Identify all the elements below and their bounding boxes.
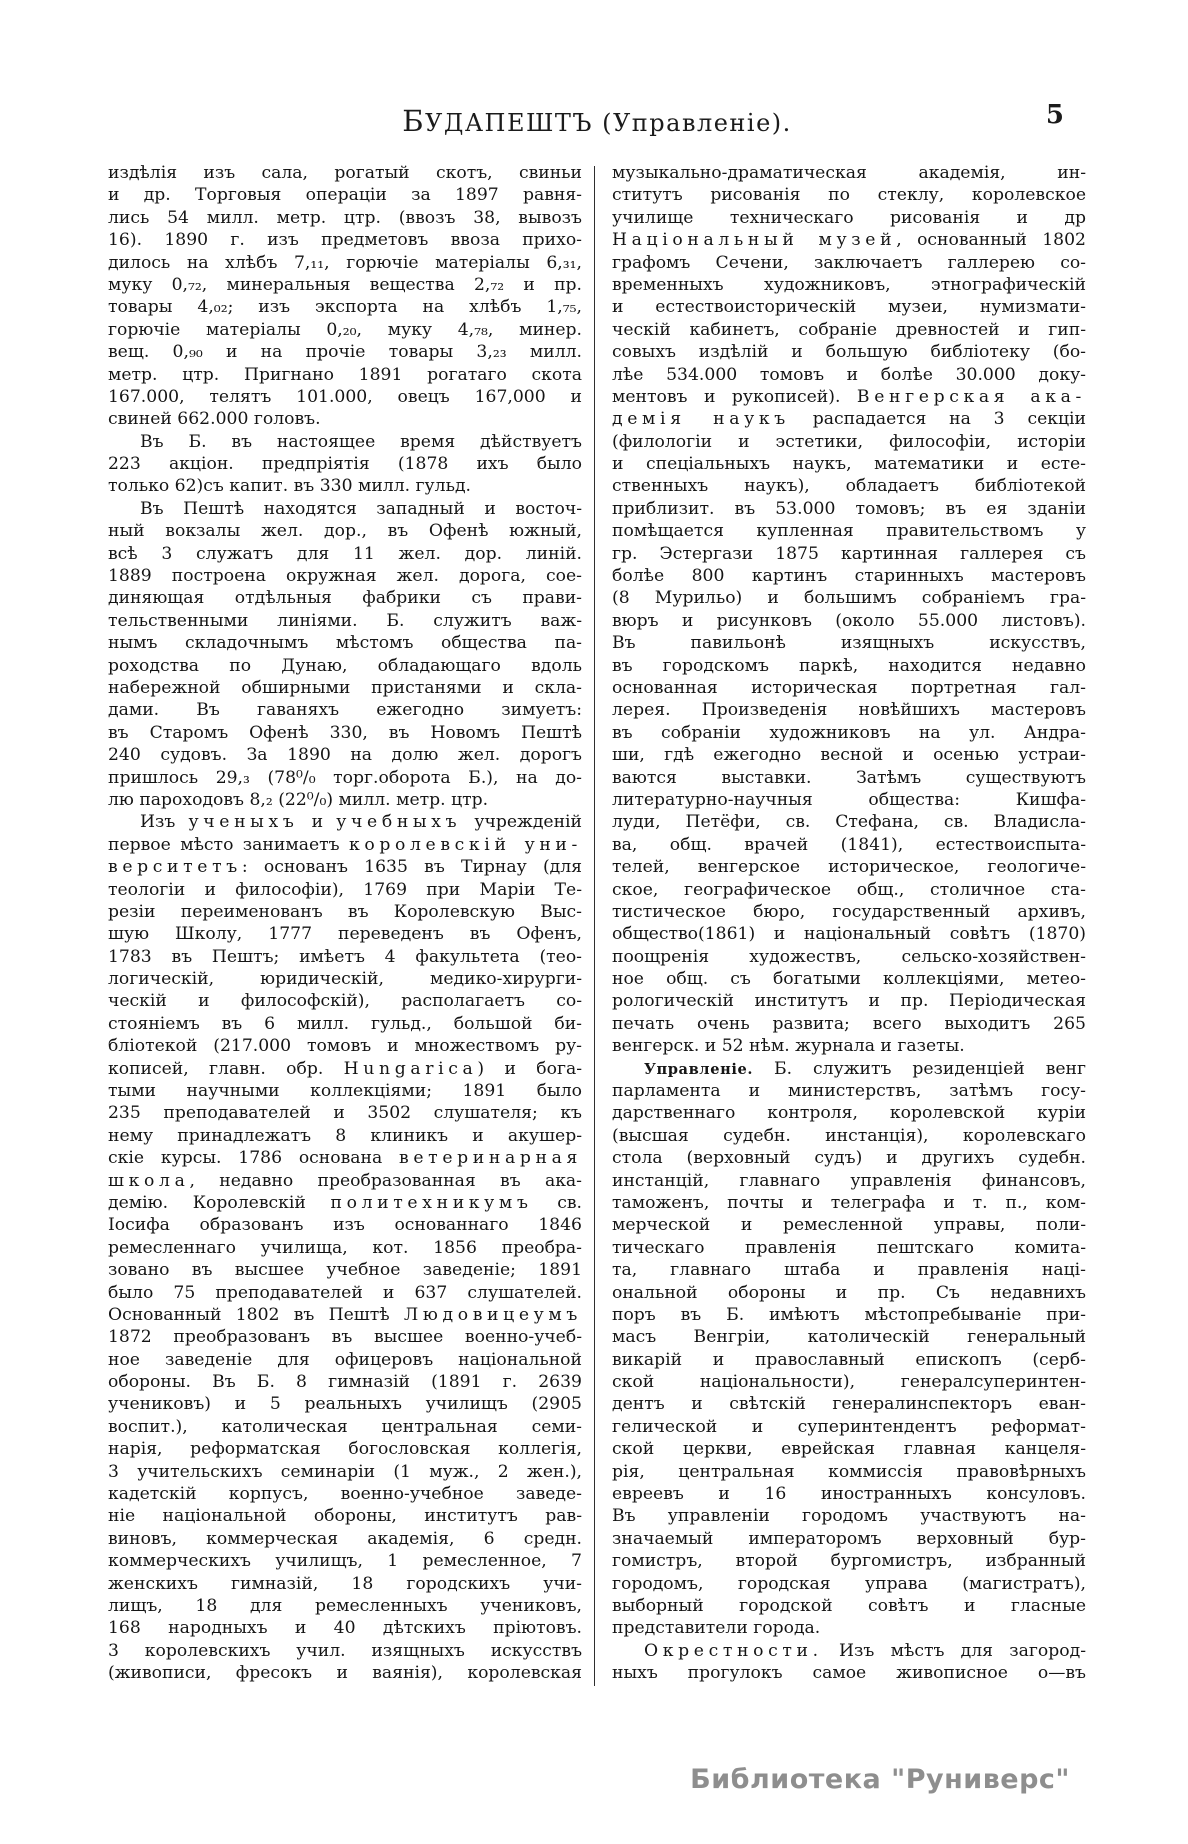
text-line: женскихъ гимназій, 18 городскихъ учи-	[108, 1573, 582, 1594]
text-line: стояніемъ въ 6 милл. гульд., большой би-	[108, 1013, 582, 1034]
text-line: и др. Торговыя операціи за 1897 равня-	[108, 185, 582, 206]
text-line: поръ въ Б. имѣютъ мѣстопребываніе при-	[612, 1304, 1086, 1325]
text-line: ва, общ. врачей (1841), естествоиспыта-	[612, 834, 1086, 855]
text-line: лю пароходовъ 8,₂ (22⁰/₀) милл. метр. цтр.	[108, 789, 489, 810]
text-line: помѣщается купленная правительствомъ у	[612, 521, 1086, 542]
text-line: издѣлія изъ сала, рогатый скотъ, свиньи	[108, 163, 582, 183]
text-line: телей, венгерское историческое, геологиче-	[612, 857, 1086, 878]
text-line: логическій, юридическій, медико-хирурги-	[108, 969, 582, 990]
text-line: совыхъ издѣлій и большую библіотеку (бо-	[612, 342, 1086, 363]
text-line: гр. Эстергази 1875 картинная галлерея съ	[612, 543, 1086, 564]
text-line: лѣе 534.000 томовъ и болѣе 30.000 доку-	[612, 364, 1086, 385]
emphasized-text: демія наукъ	[612, 409, 790, 430]
text-line: теологіи и философіи), 1769 при Маріи Те-	[108, 879, 582, 900]
text-line: тистическое бюро, государственный архивъ,	[612, 901, 1086, 922]
text-line: викарій и православный епископъ (серб-	[612, 1349, 1086, 1370]
text-line: воспит.), католическая центральная семи-	[108, 1416, 582, 1437]
text-line: ственныхъ наукъ), обладаетъ библіотекой	[612, 476, 1086, 497]
text-line: парламента и министерствъ, затѣмъ госу-	[612, 1081, 1086, 1102]
emphasized-text: Венгерская ака-	[856, 386, 1086, 407]
text-line: Въ Пештѣ находятся западный и восточ-	[140, 498, 582, 519]
emphasized-text: королевскій уни-	[348, 834, 582, 855]
text-line: 235 преподавателей и 3502 слушателя; къ	[108, 1103, 582, 1124]
text-line: (филологіи и эстетики, философіи, исторіи	[612, 431, 1086, 452]
text-line: метр. цтр. Пригнано 1891 рогатаго скота	[108, 364, 582, 385]
text-line: значаемый императоромъ верховный бур-	[612, 1528, 1086, 1549]
text-line: нему принадлежатъ 8 клиникъ и акушер-	[108, 1125, 582, 1146]
column-divider	[594, 166, 595, 1686]
text-line: школа, недавно преобразованная въ ака-	[108, 1170, 582, 1191]
text-line: вюръ и рисунковъ (около 55.000 листовъ).	[612, 610, 1086, 631]
text-line: дарственнаго контроля, королевской куріи	[612, 1103, 1086, 1124]
page-title: БУДАПЕШТЪ (Управленіе).	[402, 104, 792, 138]
text-line: 240 судовъ. За 1890 на долю жел. дорогъ	[108, 745, 582, 766]
text-line: гомистръ, второй бургомистръ, избранный	[612, 1551, 1086, 1572]
text-line: виновъ, коммерческая академія, 6 средн.	[108, 1528, 582, 1549]
text-line: ремесленнаго училища, кот. 1856 преобра-	[108, 1237, 582, 1258]
text-line: демію. Королевскій политехникумъ св.	[108, 1192, 582, 1213]
text-line: поощренія художествъ, сельско-хозяйствен-	[612, 946, 1086, 967]
left-text-column	[108, 162, 582, 1685]
text-line: кадетскій корпусъ, военно-учебное заведе-	[108, 1484, 582, 1505]
text-line: мерческой и ремесленной управы, поли-	[612, 1215, 1086, 1236]
emphasized-text: Hungarica	[343, 1058, 478, 1079]
text-line: Іосифа образованъ изъ основаннаго 1846	[108, 1215, 582, 1236]
text-line: кописей, главн. обр. Hungarica) и бога-	[108, 1058, 582, 1079]
text-line: 1889 построена окружная жел. дорога, сое-	[108, 566, 582, 587]
text-line: 1872 преобразованъ въ высшее военно-учеб-	[108, 1327, 582, 1348]
emphasized-text: ветеринарная	[399, 1148, 582, 1169]
text-line: первое мѣсто занимаетъ королевскій уни-	[108, 834, 582, 855]
text-line: роходства по Дунаю, обладающаго вдоль	[108, 655, 582, 676]
text-line: ный вокзалы жел. дор., въ Офенѣ южный,	[108, 521, 582, 542]
text-line: ніе національной обороны, институтъ рав-	[108, 1506, 582, 1527]
text-line: печать очень развита; всего выходитъ 265	[612, 1013, 1086, 1034]
text-line: евреевъ и 16 иностранныхъ консуловъ.	[612, 1484, 1086, 1505]
emphasized-text: Людовицеумъ	[403, 1304, 582, 1325]
text-line: таможенъ, почты и телеграфа и т. п., ком-	[612, 1192, 1086, 1213]
text-line: Національный музей, основанный 1802	[612, 230, 1086, 251]
text-line: бліотекой (217.000 томовъ и множествомъ ру-	[108, 1036, 582, 1057]
text-line: Окрестности. Изъ мѣстъ для загород-	[644, 1640, 1086, 1661]
text-line: 3 учительскихъ семинаріи (1 муж., 2 жен.),	[108, 1461, 582, 1482]
text-line: 168 народныхъ и 40 дѣтскихъ пріютовъ.	[108, 1618, 582, 1639]
text-line: ныхъ прогулокъ самое живописное о—въ	[612, 1663, 1086, 1684]
bold-lead-in: Управленіе.	[644, 1060, 754, 1078]
text-line: музыкально-драматическая академія, ин-	[612, 163, 1086, 183]
text-line: болѣе 800 картинъ старинныхъ мастеровъ	[612, 566, 1086, 587]
text-line: ваются выставки. Затѣмъ существуютъ	[612, 767, 1086, 788]
text-line: 16). 1890 г. изъ предметовъ ввоза прихо-	[108, 230, 582, 251]
text-line: Въ управленіи городомъ участвуютъ на-	[612, 1506, 1086, 1527]
text-line: резіи переименованъ въ Королевскую Выс-	[108, 901, 582, 922]
text-line: товары 4,₀₂; изъ экспорта на хлѣбъ 1,₇₅,	[108, 297, 582, 318]
text-line: 3 королевскихъ учил. изящныхъ искусствъ	[108, 1640, 582, 1661]
text-line: коммерческихъ училищъ, 1 ремесленное, 7	[108, 1551, 582, 1572]
text-line: всѣ 3 служатъ для 11 жел. дор. линій.	[108, 543, 582, 564]
text-line: ческій кабинетъ, собраніе древностей и гип-	[612, 319, 1086, 340]
text-line: (живописи, фресокъ и ваянія), королевская	[108, 1663, 582, 1684]
text-line: приблизит. въ 53.000 томовъ; въ ея зданіи	[612, 498, 1086, 519]
text-line: училище техническаго рисованія и др	[612, 207, 1086, 228]
emphasized-text: учебныхъ	[336, 812, 462, 833]
text-line: въ собраніи художниковъ на ул. Андра-	[612, 722, 1086, 743]
text-line: дами. Въ гаваняхъ ежегодно зимуетъ:	[108, 700, 582, 721]
text-line: литературно-научныя общества: Кишфа-	[612, 789, 1086, 810]
text-line: ное заведеніе для офицеровъ національной	[108, 1349, 582, 1370]
text-line: нарія, реформатская богословская коллегія,	[108, 1439, 582, 1460]
text-line: нымъ складочнымъ мѣстомъ общества па-	[108, 633, 582, 654]
page-number: 5	[1045, 100, 1064, 130]
text-line: Управленіе. Б. служитъ резиденціей венг	[644, 1058, 1086, 1079]
text-line: стола (верховный судъ) и другихъ судебн.	[612, 1148, 1086, 1169]
text-line: демія наукъ распадается на 3 секціи	[612, 409, 1086, 430]
text-line: луди, Петёфи, св. Стефана, св. Владисла-	[612, 812, 1086, 833]
text-line: ное общ. съ богатыми коллекціями, метео-	[612, 969, 1086, 990]
text-line: представители города.	[612, 1618, 821, 1639]
text-line: скіе курсы. 1786 основана ветеринарная	[108, 1148, 582, 1169]
text-line: шую Школу, 1777 переведенъ въ Офенъ,	[108, 924, 582, 945]
text-line: ментовъ и рукописей). Венгерская ака-	[612, 386, 1086, 407]
text-line: и естествоисторическій музеи, нумизмати-	[612, 297, 1086, 318]
text-line: тическаго правленія пештскаго комита-	[612, 1237, 1086, 1258]
text-line: 223 акціон. предпріятія (1878 ихъ было	[108, 454, 582, 475]
text-line: рологическій институтъ и пр. Періодическая	[612, 991, 1086, 1012]
library-watermark: Библиотека "Руниверс"	[690, 1764, 1070, 1795]
text-line: лищъ, 18 для ремесленныхъ учениковъ,	[108, 1596, 582, 1616]
text-line: ститутъ рисованія по стеклу, королевское	[612, 185, 1086, 206]
text-line: и спеціальныхъ наукъ, математики и есте-	[612, 454, 1086, 475]
text-line: верситетъ: основанъ 1635 въ Тирнау (для	[108, 857, 582, 878]
text-line: ской церкви, еврейская главная канцеля-	[612, 1439, 1086, 1460]
text-line: рія, центральная коммиссія правовѣрныхъ	[612, 1461, 1086, 1482]
text-line: горючіе матеріалы 0,₂₀, муку 4,₇₈, минер.	[108, 319, 582, 340]
text-line: общество(1861) и національный совѣтъ (1870)	[612, 924, 1086, 945]
emphasized-text: Національный музей	[612, 230, 897, 251]
emphasized-text: Окрестности.	[644, 1640, 823, 1661]
text-line: временныхъ художниковъ, этнографическій	[612, 274, 1086, 295]
text-line: Изъ ученыхъ и учебныхъ учрежденій	[140, 812, 582, 833]
emphasized-text: школа	[108, 1170, 190, 1191]
text-line: пришлось 29,₃ (78⁰/₀ торг.оборота Б.), на до-	[108, 767, 582, 788]
text-line: учениковъ) и 5 реальныхъ училищъ (2905	[108, 1394, 582, 1415]
emphasized-text: политехникумъ	[330, 1192, 533, 1213]
text-line: набережной обширными пристанями и скла-	[108, 677, 582, 698]
text-line: выборный городской совѣтъ и гласные	[612, 1596, 1086, 1616]
text-line: обороны. Въ Б. 8 гимназій (1891 г. 2639	[108, 1372, 582, 1393]
text-line: дентъ и свѣтскій генералинспекторъ еван-	[612, 1394, 1086, 1415]
text-line: 1783 въ Пештъ; имѣетъ 4 факультета (тео-	[108, 946, 582, 967]
text-line: тыми научными коллекціями; 1891 было	[108, 1081, 582, 1102]
text-line: диняющая отдѣльныя фабрики съ прави-	[108, 588, 582, 609]
text-line: муку 0,₇₂, минеральныя вещества 2,₇₂ и пр.	[108, 274, 582, 295]
text-line: ши, гдѣ ежегодно весной и осенью устраи-	[612, 745, 1086, 766]
text-line: ской національности), генералсуперинтен-	[612, 1372, 1086, 1393]
text-line: инстанцій, главнаго управленія финансовъ,	[612, 1170, 1086, 1191]
text-line: лерея. Произведенія новѣйшихъ мастеровъ	[612, 700, 1086, 721]
text-line: Въ павильонѣ изящныхъ искусствъ,	[612, 633, 1086, 654]
text-line: въ городскомъ паркѣ, находится недавно	[612, 655, 1086, 676]
text-line: масъ Венгріи, католическій генеральный	[612, 1327, 1086, 1348]
text-line: ческій и философскій), располагаетъ со-	[108, 991, 582, 1012]
text-line: лись 54 милл. метр. цтр. (ввозъ 38, вывозъ	[108, 207, 582, 228]
text-line: ональной обороны и пр. Съ недавнихъ	[612, 1282, 1086, 1303]
text-line: городомъ, городская управа (магистратъ),	[612, 1573, 1086, 1594]
right-text-column	[612, 162, 1086, 1685]
emphasized-text: ученыхъ	[188, 812, 299, 833]
emphasized-text: верситетъ	[108, 857, 242, 878]
text-line: 167.000, телятъ 101.000, овецъ 167,000 и	[108, 386, 582, 407]
text-line: зовано въ высшее учебное заведеніе; 1891	[108, 1260, 582, 1281]
text-line: тельственными линіями. Б. служитъ важ-	[108, 610, 582, 631]
text-line: та, главнаго штаба и правленія наці-	[612, 1260, 1086, 1281]
text-line: ское, географическое общ., столичное ста-	[612, 879, 1086, 900]
text-line: вещ. 0,₉₀ и на прочіе товары 3,₂₃ милл.	[108, 342, 582, 363]
text-line: графомъ Сечени, заключаетъ галлерею со-	[612, 252, 1086, 273]
text-line: дилось на хлѣбъ 7,₁₁, горючіе матеріалы 6,₃₁,	[108, 252, 582, 273]
text-line: гелической и суперинтендентъ реформат-	[612, 1416, 1086, 1437]
text-line: въ Старомъ Офенѣ 330, въ Новомъ Пештѣ	[108, 722, 582, 743]
text-line: было 75 преподавателей и 637 слушателей.	[108, 1282, 582, 1303]
text-line: венгерск. и 52 нѣм. журнала и газеты.	[612, 1036, 965, 1057]
text-line: (8 Мурильо) и большимъ собраніемъ гра-	[612, 588, 1086, 609]
text-line: только 62)съ капит. въ 330 милл. гульд.	[108, 476, 471, 497]
text-line: Въ Б. въ настоящее время дѣйствуетъ	[140, 431, 582, 452]
text-line: свиней 662.000 головъ.	[108, 409, 321, 430]
text-line: основанная историческая портретная гал-	[612, 677, 1086, 698]
text-line: Основанный 1802 въ Пештѣ Людовицеумъ	[108, 1304, 582, 1325]
text-line: (высшая судебн. инстанція), королевскаго	[612, 1125, 1086, 1146]
